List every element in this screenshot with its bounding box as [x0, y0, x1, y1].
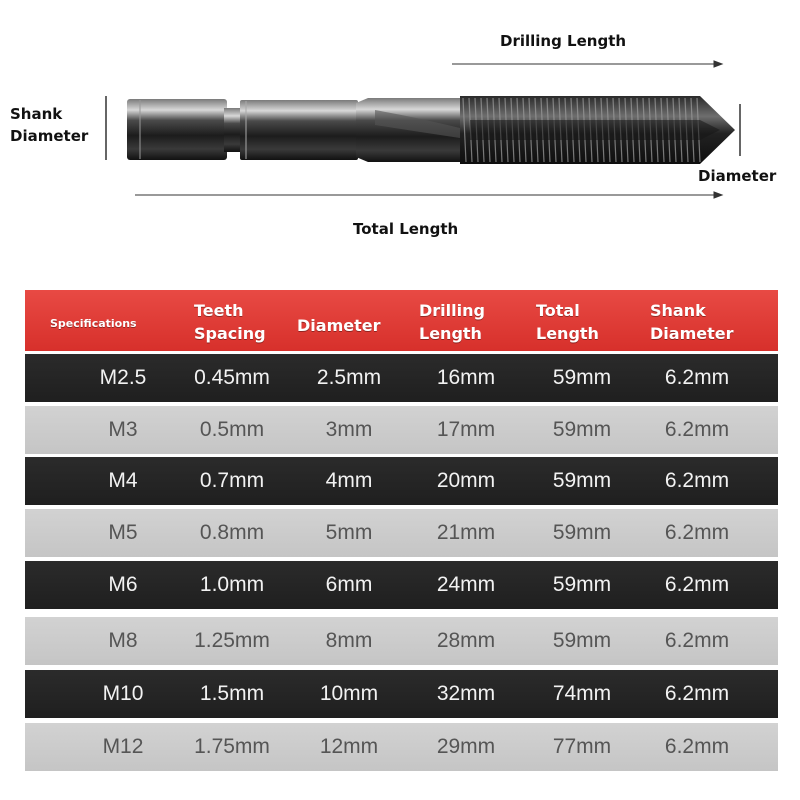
cell-drilling-length: 28mm: [436, 629, 496, 652]
header-total-length: Total Length: [536, 301, 599, 344]
table-row: [25, 509, 778, 557]
total-length-arrow: [135, 192, 722, 198]
cell-diameter: 3mm: [325, 418, 373, 441]
cell-spec: M4: [108, 469, 138, 492]
tap-drill-diagram: [0, 0, 800, 250]
cell-shank-diameter: 6.2mm: [664, 469, 730, 492]
cell-drilling-length: 16mm: [436, 366, 496, 389]
cell-teeth-spacing: 0.45mm: [194, 366, 270, 389]
cell-total-length: 59mm: [552, 366, 612, 389]
table-row: [25, 617, 778, 665]
cell-shank-diameter: 6.2mm: [664, 418, 730, 441]
cell-total-length: 59mm: [552, 521, 612, 544]
cell-shank-diameter: 6.2mm: [664, 573, 730, 596]
cell-spec: M10: [102, 682, 144, 705]
diameter-label: Diameter: [698, 167, 777, 185]
cell-total-length: 59mm: [552, 573, 612, 596]
cell-teeth-spacing: 0.7mm: [199, 469, 265, 492]
cell-teeth-spacing: 1.75mm: [194, 735, 270, 758]
total-length-label: Total Length: [353, 220, 459, 238]
cell-spec: M3: [108, 418, 138, 441]
cell-total-length: 59mm: [552, 418, 612, 441]
cell-diameter: 6mm: [325, 573, 373, 596]
cell-diameter: 8mm: [325, 629, 373, 652]
cell-teeth-spacing: 1.25mm: [194, 629, 270, 652]
cell-shank-diameter: 6.2mm: [664, 521, 730, 544]
cell-drilling-length: 29mm: [436, 735, 496, 758]
cell-spec: M12: [102, 735, 144, 758]
cell-teeth-spacing: 0.5mm: [199, 418, 265, 441]
hex-shank: [127, 99, 358, 160]
cell-teeth-spacing: 0.8mm: [199, 521, 265, 544]
header-specifications: Specifications: [50, 317, 137, 330]
table-header: [25, 290, 778, 351]
cell-teeth-spacing: 1.0mm: [199, 573, 265, 596]
tap-threads: [460, 96, 735, 164]
cell-diameter: 5mm: [325, 521, 373, 544]
header-drilling-length: Drilling Length: [419, 301, 485, 344]
table-row: [25, 723, 778, 771]
table-row: [25, 561, 778, 609]
cell-total-length: 74mm: [552, 682, 612, 705]
cell-spec: M6: [108, 573, 138, 596]
cell-diameter: 10mm: [319, 682, 379, 705]
table-row: [25, 457, 778, 505]
drilling-length-arrow: [452, 61, 722, 67]
cell-spec: M2.5: [99, 366, 147, 389]
drilling-length-label: Drilling Length: [500, 32, 627, 50]
cell-total-length: 59mm: [552, 469, 612, 492]
table-row: [25, 354, 778, 402]
cell-spec: M5: [108, 521, 138, 544]
shank-diameter-label: Shank Diameter: [10, 105, 89, 145]
header-diameter: Diameter: [297, 316, 381, 335]
cell-shank-diameter: 6.2mm: [664, 366, 730, 389]
cell-shank-diameter: 6.2mm: [664, 735, 730, 758]
cell-diameter: 2.5mm: [316, 366, 382, 389]
table-row: [25, 670, 778, 718]
cell-shank-diameter: 6.2mm: [664, 682, 730, 705]
cell-teeth-spacing: 1.5mm: [199, 682, 265, 705]
cell-shank-diameter: 6.2mm: [664, 629, 730, 652]
cell-drilling-length: 24mm: [436, 573, 496, 596]
cell-total-length: 59mm: [552, 629, 612, 652]
cell-drilling-length: 17mm: [436, 418, 496, 441]
specifications-table: [25, 290, 778, 780]
cell-drilling-length: 20mm: [436, 469, 496, 492]
cell-spec: M8: [108, 629, 138, 652]
cell-diameter: 4mm: [325, 469, 373, 492]
table-row: [25, 406, 778, 454]
header-shank-diameter: Shank Diameter: [650, 301, 734, 344]
tap-body: [356, 98, 460, 162]
header-teeth-spacing: Teeth Spacing: [194, 301, 266, 344]
cell-total-length: 77mm: [552, 735, 612, 758]
cell-drilling-length: 21mm: [436, 521, 496, 544]
cell-diameter: 12mm: [319, 735, 379, 758]
cell-drilling-length: 32mm: [436, 682, 496, 705]
